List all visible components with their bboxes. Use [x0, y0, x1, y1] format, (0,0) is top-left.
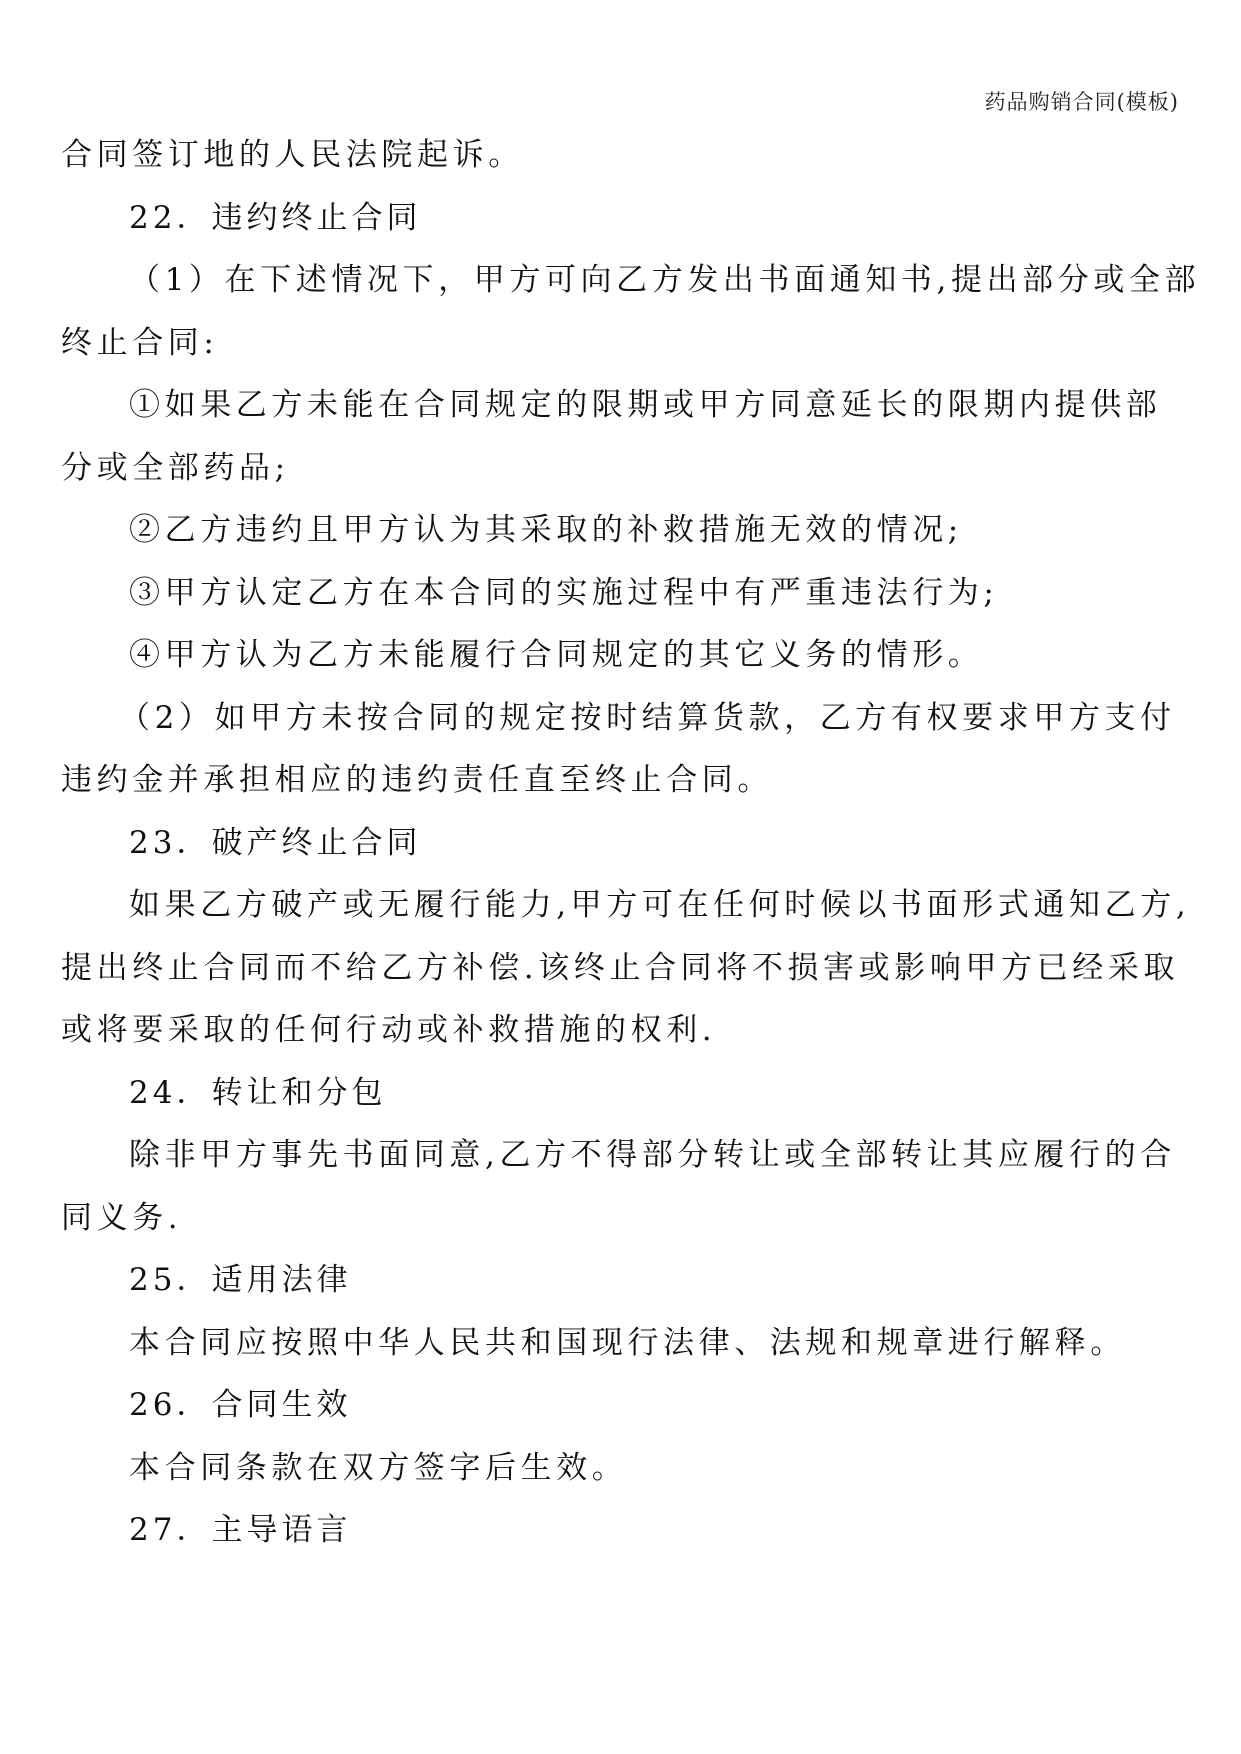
section-heading-22: 22．违约终止合同	[129, 199, 422, 236]
text-line: 分或全部药品;	[61, 449, 290, 486]
section-heading-25: 25．适用法律	[129, 1262, 352, 1298]
text-line: （1）在下述情况下，甲方可向乙方发出书面通知书,提出部分或全部	[129, 262, 1201, 298]
section-heading-27: 27．主导语言	[129, 1512, 352, 1548]
text-line: 除非甲方事先书面同意,乙方不得部分转让或全部转让其应履行的合	[129, 1137, 1176, 1173]
list-item: ③甲方认定乙方在本合同的实施过程中有严重违法行为;	[129, 574, 999, 611]
text-line: （2）如甲方未按合同的规定按时结算货款，乙方有权要求甲方支付	[119, 699, 1176, 736]
text-line: 合同签订地的人民法院起诉。	[61, 137, 524, 173]
text-line: 如果乙方破产或无履行能力,甲方可在任何时候以书面形式通知乙方,	[129, 887, 1191, 923]
text-line: 终止合同:	[61, 324, 219, 361]
list-item: ④甲方认为乙方未能履行合同规定的其它义务的情形。	[129, 637, 984, 673]
list-item: ②乙方违约且甲方认为其采取的补救措施无效的情况;	[129, 512, 963, 548]
section-heading-26: 26．合同生效	[129, 1387, 352, 1423]
text-line: 提出终止合同而不给乙方补偿.该终止合同将不损害或影响甲方已经采取	[61, 949, 1180, 986]
section-heading-23: 23．破产终止合同	[129, 824, 422, 861]
text-line: 本合同应按照中华人民共和国现行法律、法规和规章进行解释。	[129, 1324, 1126, 1361]
text-line: 本合同条款在双方签字后生效。	[129, 1449, 628, 1486]
text-line: 同义务.	[61, 1199, 183, 1236]
text-line: 或将要采取的任何行动或补救措施的权利.	[61, 1012, 717, 1048]
document-body	[61, 124, 1201, 1562]
text-line: 违约金并承担相应的违约责任直至终止合同。	[61, 762, 773, 798]
running-header: 药品购销合同(模板)	[984, 90, 1179, 114]
section-heading-24: 24．转让和分包	[129, 1074, 387, 1111]
list-item: ①如果乙方未能在合同规定的限期或甲方同意延长的限期内提供部	[129, 387, 1162, 423]
